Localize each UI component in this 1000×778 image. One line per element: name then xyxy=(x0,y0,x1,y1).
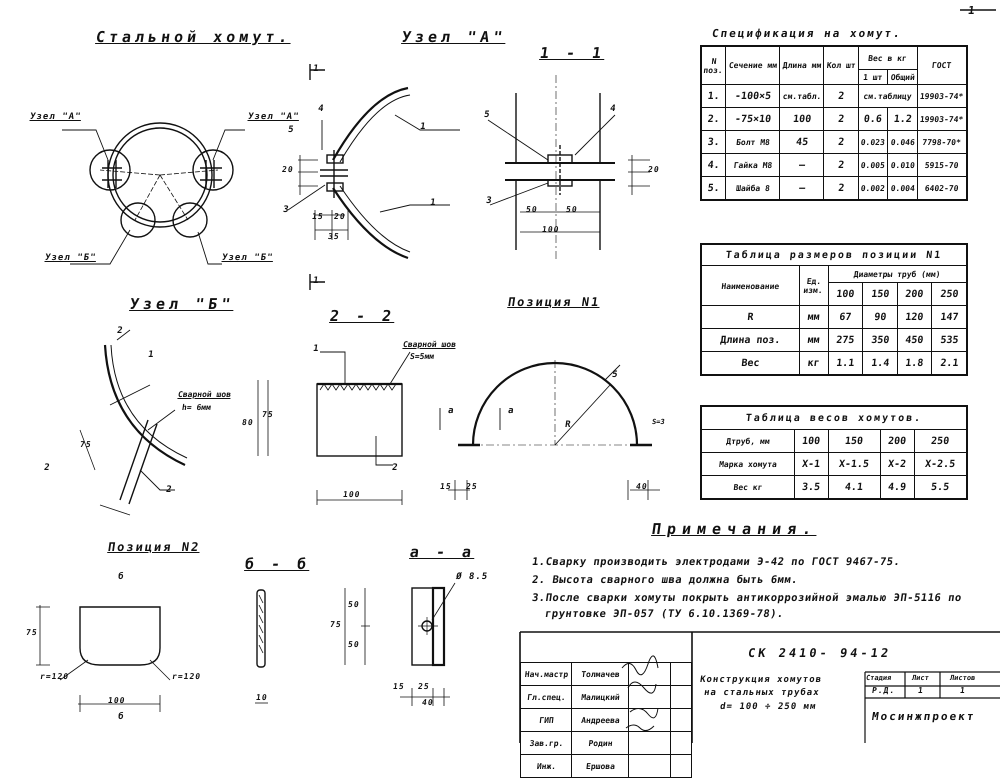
dim-50-section-aa-lower: 50 xyxy=(347,640,361,649)
size-diam-cell: 200 xyxy=(896,283,933,306)
weight-cell: 4.9 xyxy=(879,476,916,500)
dim-25-position-1: 25 xyxy=(465,482,479,491)
weight-h-weight: Вес кг xyxy=(700,476,796,500)
spec-cell: 45 xyxy=(779,131,826,154)
dim-20-section-11: 20 xyxy=(647,165,661,174)
note-item-2: 2. Высота сварного шва должна быть 6мм. xyxy=(531,574,799,586)
weight-h-diam: Дтруб, мм xyxy=(700,430,796,453)
callout-weld-22: Сварной шов xyxy=(402,340,457,349)
size-cell: 350 xyxy=(862,329,899,352)
weight-cell: 250 xyxy=(913,430,968,453)
spec-h-weight: Вес в кг xyxy=(857,46,919,70)
spec-cell: 19903-74* xyxy=(916,108,968,131)
callout-node-a-left: Узел "А" xyxy=(29,112,83,122)
stamp-desc-line1: Конструкция хомутов xyxy=(699,675,823,685)
size-h-name: Наименование xyxy=(699,266,801,306)
size-h-unit: Ед. изм. xyxy=(797,266,830,306)
spec-cell: Гайка М8 xyxy=(725,154,781,177)
dim-75-section-aa: 75 xyxy=(329,620,343,629)
title-section-bb: б - б xyxy=(243,555,312,573)
cut-mark-b-bottom: б xyxy=(117,712,126,722)
size-cell: 90 xyxy=(862,306,899,329)
stamp-name: Толмачев xyxy=(570,663,629,686)
spec-cell: 19903-74* xyxy=(916,85,968,108)
spec-cell: 0.023 xyxy=(857,131,889,154)
size-cell: 2.1 xyxy=(930,352,968,376)
weight-cell: 150 xyxy=(827,430,881,453)
dim-50-right: 50 xyxy=(565,205,579,214)
spec-cell: 0.004 xyxy=(887,177,919,201)
cut-mark-2-top: 2 xyxy=(116,326,125,336)
dim-3-section-11: 3 xyxy=(485,196,494,206)
title-section-11: 1 - 1 xyxy=(538,44,607,62)
note-item-3: 3.После сварки хомуты покрыть антикоррозийной эмалью ЭП-5116 по xyxy=(531,592,963,604)
weight-cell: Х-1 xyxy=(793,453,829,476)
note-item-4: грунтовке ЭП-057 (ТУ 6.10.1369-78). xyxy=(544,608,785,620)
stamp-desc-line2: на стальных трубах xyxy=(703,688,821,698)
dim-100-section-11: 100 xyxy=(541,225,561,234)
size-cell: 535 xyxy=(930,329,968,352)
spec-cell: 0.6 xyxy=(857,108,889,131)
title-node-b: Узел "Б" xyxy=(128,295,236,313)
spec-cell: — xyxy=(778,177,825,201)
cut-mark-a-left: а xyxy=(447,406,456,416)
dim-20-vertical: 20 xyxy=(281,165,295,174)
dim-5-section-11: 5 xyxy=(483,110,492,120)
dim-1-node-a-upper: 1 xyxy=(419,122,428,132)
spec-cell: 2 xyxy=(823,108,860,131)
cut-mark-2-bottom: 2 xyxy=(43,463,52,473)
callout-weld-b-size: h= 6мм xyxy=(181,403,212,412)
stamp-role: Инж. xyxy=(519,755,572,778)
dim-40-section-aa: 40 xyxy=(421,698,435,707)
spec-cell: 2 xyxy=(823,85,860,108)
dim-15-section-aa: 15 xyxy=(392,682,406,691)
spec-h-wt: Общий xyxy=(887,70,918,85)
dim-75-position-2: 75 xyxy=(25,628,39,637)
title-position-1: Позиция N1 xyxy=(507,295,602,309)
spec-cell: 2 xyxy=(823,131,860,154)
spec-cell: — xyxy=(779,154,826,177)
spec-cell: 5915-70 xyxy=(916,154,968,177)
stamp-name: Родин xyxy=(570,732,629,755)
weight-cell: Х-2.5 xyxy=(913,453,968,476)
dim-50-section-aa-upper: 50 xyxy=(347,600,361,609)
dim-15-position-1: 15 xyxy=(439,482,453,491)
size-cell: 275 xyxy=(827,329,864,352)
spec-cell: 3. xyxy=(700,131,727,154)
spec-cell: -100×5 xyxy=(725,85,781,108)
dim-1-section-22: 1 xyxy=(312,344,321,354)
spec-cell: см.таблицу xyxy=(857,85,918,108)
dim-4-section-11: 4 xyxy=(609,104,618,114)
size-diam-cell: 250 xyxy=(930,283,968,306)
dim-40-position-1: 40 xyxy=(635,482,649,491)
stamp-signature xyxy=(627,755,671,778)
stamp-name: Малицкий xyxy=(570,686,629,709)
dim-4-node-a: 4 xyxy=(317,104,326,114)
weight-cell: Х-1.5 xyxy=(827,453,881,476)
spec-cell: 6402-70 xyxy=(916,177,968,201)
spec-cell: -75×10 xyxy=(725,108,781,131)
stamp-sheets: 1 xyxy=(959,686,967,695)
stamp-role: ГИП xyxy=(519,709,572,732)
spec-cell: 0.002 xyxy=(857,177,889,201)
spec-cell: Шайба 8 xyxy=(725,177,781,201)
dim-80-section-22: 80 xyxy=(241,418,255,427)
dim-1-node-b: 1 xyxy=(147,350,156,360)
size-cell: 450 xyxy=(896,329,933,352)
size-cell: 147 xyxy=(930,306,968,329)
size-cell: мм xyxy=(798,306,829,329)
stamp-role: Зав.гр. xyxy=(519,732,572,755)
stamp-stage-header: Стадия xyxy=(865,674,892,682)
spec-h-length: Длина мм xyxy=(778,46,826,85)
callout-node-b-right: Узел "Б" xyxy=(221,253,275,263)
size-cell: 1.1 xyxy=(827,352,864,376)
dim-3-node-a: 3 xyxy=(282,205,291,215)
dim-100-position-2: 100 xyxy=(107,696,127,705)
spec-cell: 5. xyxy=(700,177,727,201)
dim-2-section-22: 2 xyxy=(391,463,400,473)
dim-25-section-aa: 25 xyxy=(417,682,431,691)
size-diam-cell: 100 xyxy=(827,283,864,306)
stamp-date xyxy=(669,755,692,778)
title-section-aa: а - а xyxy=(408,543,477,561)
sheet-number: 1 xyxy=(967,4,977,17)
size-cell: мм xyxy=(798,329,829,352)
callout-weld-b: Сварной шов xyxy=(177,390,232,399)
cut-mark-b-top: б xyxy=(117,572,126,582)
stamp-organization: Мосинжпроект xyxy=(871,710,977,723)
stamp-sheets-header: Листов xyxy=(949,674,976,682)
spec-h-section: Сечение мм xyxy=(724,46,782,85)
notes-title: Примечания. xyxy=(650,520,819,538)
weight-cell: 3.5 xyxy=(793,476,830,500)
weight-cell: 200 xyxy=(879,430,915,453)
stamp-stage: Р.Д. xyxy=(871,686,896,695)
weight-cell: 5.5 xyxy=(913,476,968,500)
dim-s3-position-1: S=3 xyxy=(651,418,666,426)
dim-5-node-a: 5 xyxy=(287,125,296,135)
spec-h-w1: 1 шт xyxy=(858,70,889,85)
size-cell: 67 xyxy=(827,306,864,329)
dim-2-node-b: 2 xyxy=(165,485,174,495)
title-node-a: Узел "А" xyxy=(400,28,508,46)
spec-table-title: Спецификация на хомут. xyxy=(711,27,903,40)
dim-r120-left: r=120 xyxy=(39,672,70,681)
dim-1-node-a-lower: 1 xyxy=(429,198,438,208)
stamp-role: Гл.спец. xyxy=(519,686,572,709)
cut-mark-1-top: 1 xyxy=(312,64,321,74)
spec-cell: 2 xyxy=(823,154,860,177)
dim-35-node-a: 35 xyxy=(327,232,341,241)
dim-5-position-1: 5 xyxy=(611,370,620,380)
size-diam-cell: 150 xyxy=(862,283,899,306)
dim-75-section-22: 75 xyxy=(261,410,275,419)
size-cell: R xyxy=(700,306,801,329)
stamp-role: Нач.мастр xyxy=(519,663,572,686)
size-cell: 120 xyxy=(896,306,933,329)
cut-mark-a-right: а xyxy=(507,406,516,416)
stamp-name: Ершова xyxy=(570,755,629,778)
dim-75-node-b: 75 xyxy=(79,440,93,449)
spec-cell: см.табл. xyxy=(779,85,826,108)
stamp-name: Андреева xyxy=(570,709,629,732)
dim-15-node-a: 15 xyxy=(311,212,325,221)
size-cell: 1.4 xyxy=(861,352,898,376)
dim-r-position-1: R xyxy=(564,420,573,430)
spec-cell: 100 xyxy=(779,108,826,131)
dim-r120-right: r=120 xyxy=(171,672,202,681)
dim-phi-hole: Ø 8.5 xyxy=(455,572,489,582)
stamp-code: СК 2410- 94-12 xyxy=(747,646,893,660)
size-cell: кг xyxy=(798,352,829,376)
size-cell: Длина поз. xyxy=(700,329,801,352)
title-steel-clamp: Стальной хомут. xyxy=(94,28,293,46)
dim-100-section-22: 100 xyxy=(342,490,362,499)
dim-50-left: 50 xyxy=(525,205,539,214)
spec-cell: 7798-70* xyxy=(916,131,968,154)
callout-node-a-right: Узел "А" xyxy=(247,112,301,122)
size-h-diam: Диаметры труб (мм) xyxy=(827,266,968,283)
note-item-1: 1.Сварку производить электродами Э-42 по ГОСТ 9467-75. xyxy=(531,556,902,568)
weight-cell: Х-2 xyxy=(879,453,915,476)
callout-node-b-left: Узел "Б" xyxy=(44,253,98,263)
spec-cell: 4. xyxy=(700,154,727,177)
weight-cell: 100 xyxy=(793,430,829,453)
stamp-person-row xyxy=(521,755,692,778)
spec-cell: 0.005 xyxy=(857,154,889,177)
size-table-title: Таблица размеров позиции N1 xyxy=(700,244,968,266)
stamp-desc-line3: d= 100 ÷ 250 мм xyxy=(719,702,817,712)
spec-cell: Болт М8 xyxy=(725,131,781,154)
spec-cell: 1.2 xyxy=(887,108,919,131)
size-cell: Вес xyxy=(700,352,801,376)
weight-table-title: Таблица весов хомутов. xyxy=(700,406,968,430)
spec-h-qty: Кол шт xyxy=(822,46,860,85)
dim-20-node-a: 20 xyxy=(333,212,347,221)
title-section-22: 2 - 2 xyxy=(328,307,397,325)
weight-h-mark: Марка хомута xyxy=(700,453,796,476)
spec-h-no: N поз. xyxy=(699,46,728,85)
spec-cell: 0.010 xyxy=(887,154,919,177)
spec-cell: 2. xyxy=(700,108,727,131)
callout-weld-22-size: S=5мм xyxy=(409,352,435,361)
spec-h-gost: ГОСТ xyxy=(915,46,969,85)
stamp-sheet-header: Лист xyxy=(911,674,930,682)
stamp-sheet: 1 xyxy=(917,686,925,695)
spec-cell: 0.046 xyxy=(887,131,919,154)
cut-mark-1-bottom: 1 xyxy=(312,276,321,286)
dim-10-section-bb: 10 xyxy=(255,693,269,702)
spec-cell: 1. xyxy=(700,85,727,108)
size-cell: 1.8 xyxy=(896,352,933,376)
spec-cell: 2 xyxy=(823,177,860,201)
title-position-2: Позиция N2 xyxy=(107,540,202,554)
weight-cell: 4.1 xyxy=(827,476,881,500)
